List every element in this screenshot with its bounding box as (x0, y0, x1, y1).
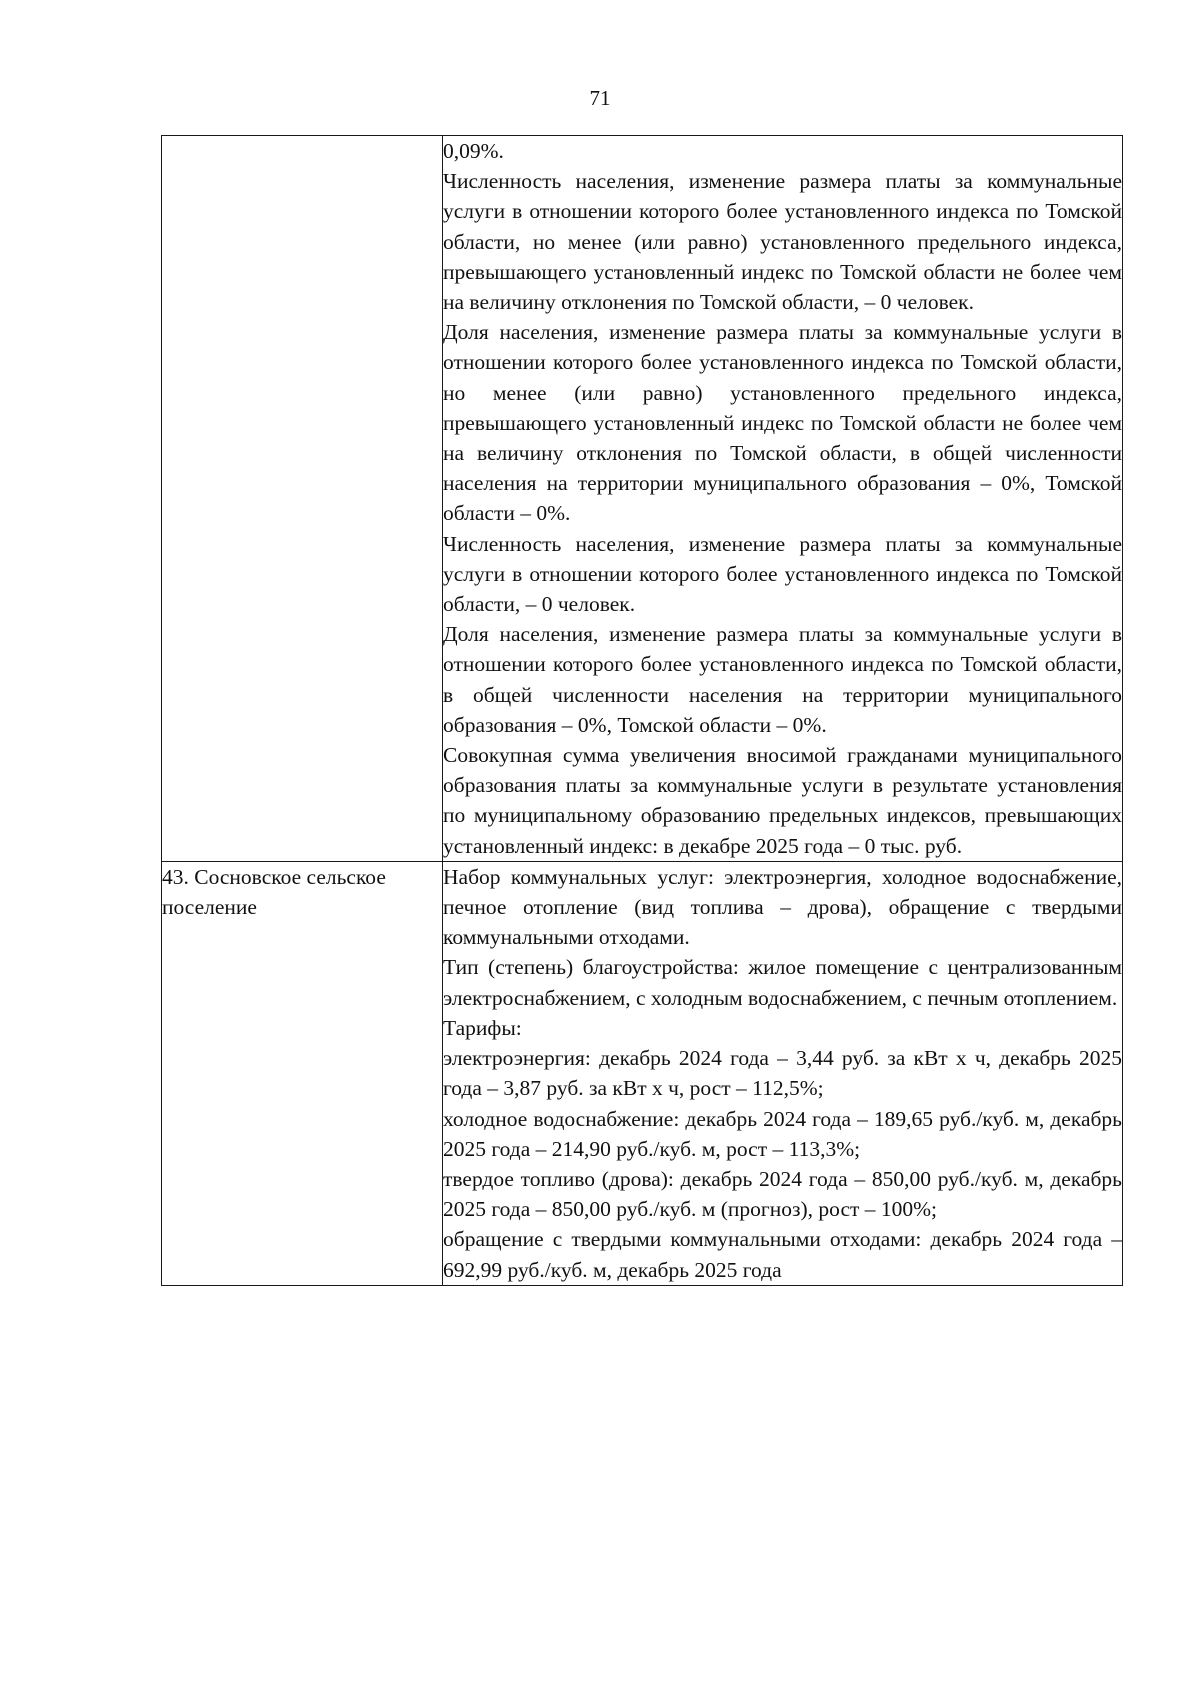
paragraph: электроэнергия: декабрь 2024 года – 3,44 руб. за кВт х ч, декабрь 2025 года – 3,87 руб. за кВт х ч, рост – 112,5%; (443, 1046, 1122, 1101)
paragraph: Тарифы: (443, 1015, 522, 1040)
paragraph: обращение с твердыми коммунальными отходами: декабрь 2024 года – 692,99 руб./куб. м, декабрь 2025 года (443, 1227, 1122, 1282)
paragraph: Доля населения, изменение размера платы за коммунальные услуги в отношении которого более установленного индекса по Томской области, но менее (или равно) установленного предельного индекса, превышающего установленный индекс по Томской области не более чем на величину отклонения по Томской области, в общей численности населения на территории муниципального образования – 0%, Томской области – 0%. (443, 320, 1122, 526)
table-row (162, 861, 1123, 1285)
table-row (162, 136, 1123, 862)
paragraph: Набор коммунальных услуг: электроэнергия, холодное водоснабжение, печное отопление (вид топлива – дрова), обращение с твердыми коммунальными отходами. (443, 864, 1122, 950)
municipality-cell (162, 861, 443, 1285)
paragraph: Численность населения, изменение размера платы за коммунальные услуги в отношении которого более установленного индекса по Томской области, – 0 человек. (443, 531, 1122, 617)
paragraph: 0,09%. (443, 139, 504, 163)
page-number: 71 (589, 86, 611, 110)
paragraph: Тип (степень) благоустройства: жилое помещение с централизованным электроснабжением, с холодным водоснабжением, с печным отоплением. (443, 955, 1122, 1010)
paragraph: Численность населения, изменение размера платы за коммунальные услуги в отношении которого более установленного индекса по Томской области, но менее (или равно) установленного предельного индекса, превышающего установленный индекс по Томской области не более чем на величину отклонения по Томской области, – 0 человек. (443, 169, 1122, 315)
indices-table (161, 135, 1123, 1286)
description-cell (443, 861, 1123, 1285)
paragraph: Совокупная сумма увеличения вносимой гражданами муниципального образования платы за коммунальные услуги в результате установления по муниципальному образованию предельных индексов, превышающих установленный индекс: в декабре 2025 года – 0 тыс. руб. (443, 743, 1122, 858)
paragraph: твердое топливо (дрова): декабрь 2024 года – 850,00 руб./куб. м, декабрь 2025 года – 850,00 руб./куб. м (прогноз), рост – 100%; (443, 1166, 1122, 1222)
paragraph: холодное водоснабжение: декабрь 2024 года – 189,65 руб./куб. м, декабрь 2025 года – 214,90 руб./куб. м, рост – 113,3%; (443, 1106, 1122, 1161)
municipality-name: 43. Сосновское сельское поселение (162, 864, 386, 920)
municipality-cell (162, 136, 443, 862)
paragraph: Доля населения, изменение размера платы за коммунальные услуги в отношении которого более установленного индекса по Томской области, в общей численности населения на территории муниципального образования – 0%, Томской области – 0%. (443, 622, 1122, 737)
description-cell (443, 136, 1123, 862)
